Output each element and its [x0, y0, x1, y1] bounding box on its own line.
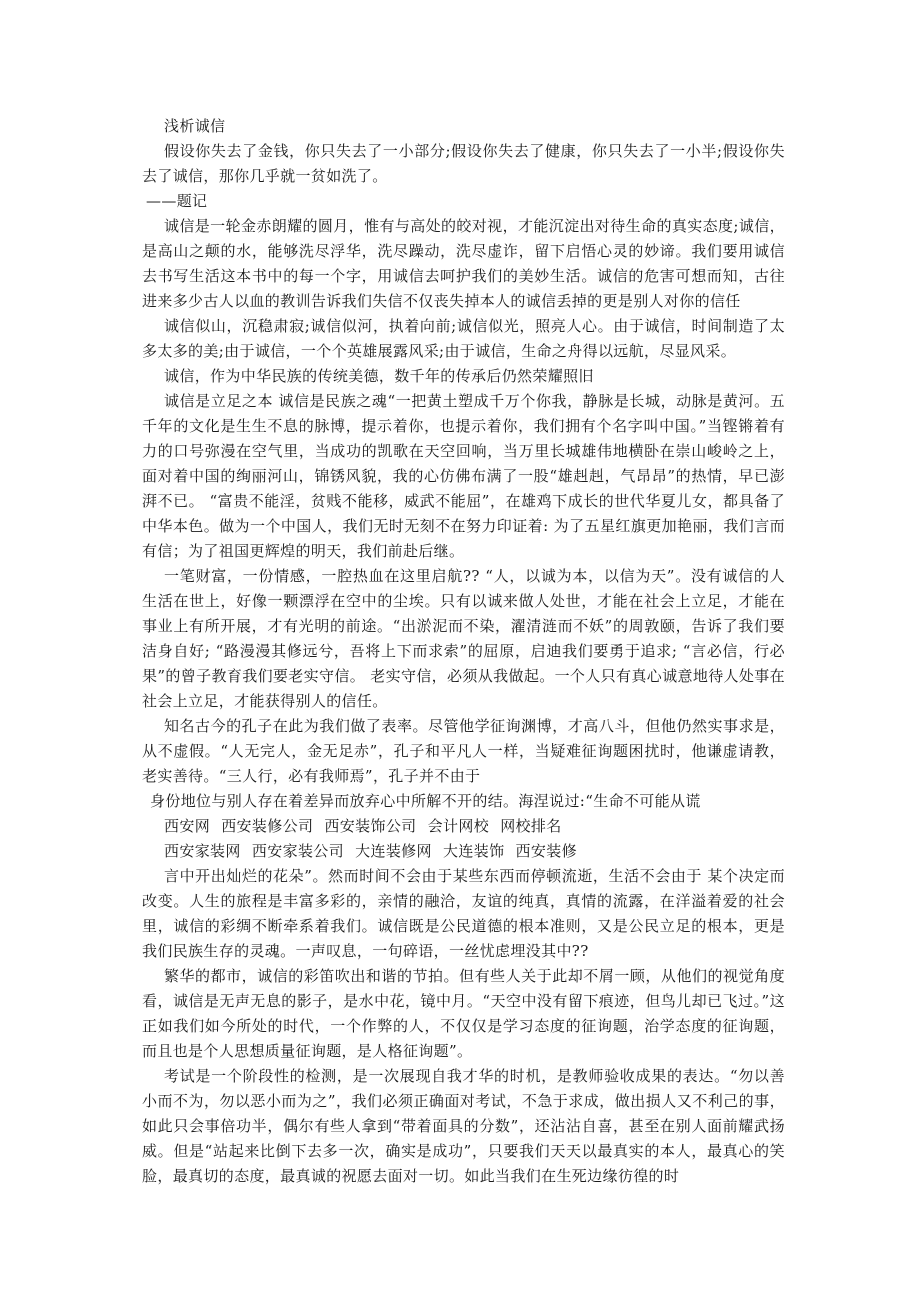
- link-row-1: [142, 814, 785, 839]
- link-xian-renovation[interactable]: 西安装修: [515, 842, 577, 860]
- link-accounting-school[interactable]: 会计网校: [427, 817, 490, 835]
- link-xian-renovation-company[interactable]: 西安装修公司: [221, 817, 314, 835]
- epigraph-source: ——题记: [146, 192, 208, 210]
- body-paragraph: 繁华的都市，诚信的彩笛吹出和谐的节拍。但有些人关于此却不屑一顾，从他们的视觉角度看，诚信是无声无息的影子，是水中花，镜中月。“天空中没有留下痕迹，但鸟儿却已飞过。”这正如我们如今所处的时代，一个作弊的人，不仅仅是学习态度的征询题，治学态度的征询题，而且也是个人思想质量征询题，是人格征询题”。: [142, 967, 785, 1060]
- body-paragraph: 诚信似山，沉稳肃寂;诚信似河，执着向前;诚信似光，照亮人心。由于诚信，时间制造了太多太多的美;由于诚信，一个个英雄展露风采;由于诚信，生命之舟得以远航，尽显风采。: [142, 317, 785, 360]
- document-title: 浅析诚信: [164, 117, 226, 135]
- hanging-line: 身份地位与别人存在着差异而放弃心中所解不开的结。海涅说过:“生命不可能从谎: [150, 792, 701, 810]
- link-xian-decoration-company[interactable]: 西安装饰公司: [324, 817, 417, 835]
- body-paragraph: 言中开出灿烂的花朵”。然而时间不会由于某些东西而停顿流逝，生活不会由于 某个决定而改变。人生的旅程是丰富多彩的，亲情的融洽，友谊的纯真，真情的流露，在洋溢着爱的社会里，诚信的彩绸不断牵系着我们。诚信既是公民道德的根本准则，又是公民立足的根本，更是我们民族生存的灵魂。一声叹息，一句碎语，一丝忧虑埋没其中??: [142, 867, 785, 960]
- body-paragraph: 一笔财富，一份情感，一腔热血在这里启航?? “人，以诚为本，以信为天”。没有诚信的人生活在世上，好像一颗漂浮在空中的尘埃。只有以诚来做人处世，才能在社会上立足，才能在事业上有所开展，才有光明的前途。“出淤泥而不染，濯清涟而不妖”的周敦颐，告诉了我们要洁身自好; “路漫漫其修远兮，吾将上下而求索”的屈原，启迪我们要勇于追求; “言必信，行必果”的曾子教育我们要老实守信。 老实守信，必须从我做起。一个人只有真心诚意地待人处事在社会上立足，才能获得别人的信任。: [142, 567, 785, 710]
- link-school-ranking[interactable]: 网校排名: [500, 817, 562, 835]
- link-xian-home-decor-net[interactable]: 西安家装网: [164, 842, 241, 860]
- link-dalian-decoration[interactable]: 大连装饰: [443, 842, 505, 860]
- body-paragraph: 诚信，作为中华民族的传统美德，数千年的传承后仍然荣耀照旧: [164, 367, 594, 385]
- body-paragraph: 诚信是一轮金赤朗耀的圆月，惟有与高处的皎对视，才能沉淀出对待生命的真实态度;诚信，是高山之颠的水，能够洗尽浮华，洗尽躁动，洗尽虚诈，留下启悟心灵的妙谛。我们要用诚信去书写生活这本书中的每一个字，用诚信去呵护我们的美妙生活。诚信的危害可想而知，古往进来多少古人以血的教训告诉我们失信不仅丧失掉本人的诚信丢掉的更是别人对你的信任: [142, 217, 785, 310]
- body-paragraph: 知名古今的孔子在此为我们做了表率。尽管他学征询渊博，才高八斗，但他仍然实事求是，从不虚假。“人无完人，金无足赤”，孔子和平凡人一样，当疑难征询题困扰时，他谦虚请教，老实善待。“三人行，必有我师焉”，孔子并不由于: [142, 717, 785, 785]
- body-paragraph: 考试是一个阶段性的检测，是一次展现自我才华的时机，是教师验收成果的表达。“勿以善小而不为，勿以恶小而为之”，我们必须正确面对考试，不急于求成，做出损人又不利己的事，如此只会事倍功半，偶尔有些人拿到“带着面具的分数”，还沾沾自喜，甚至在别人面前耀武扬威。但是“站起来比倒下去多一次，确实是成功”，只要我们天天以最真实的本人，最真心的笑脸，最真切的态度，最真诚的祝愿去面对一切。如此当我们在生死边缘彷徨的时: [142, 1067, 785, 1185]
- epigraph: 假设你失去了金钱，你只失去了一小部分;假设你失去了健康，你只失去了一小半;假设你失去了诚信，那你几乎就一贫如洗了。: [142, 142, 785, 185]
- document-page: [142, 114, 785, 1189]
- link-xian-home-decor-company[interactable]: 西安家装公司: [251, 842, 344, 860]
- link-row-2: [142, 839, 785, 864]
- body-paragraph: 诚信是立足之本 诚信是民族之魂“一把黄土塑成千万个你我，静脉是长城，动脉是黄河。五千年的文化是生生不息的脉博，提示着你，也提示着你，我们拥有个名字叫中国。”当铿锵着有力的口号弥漫在空气里，当成功的凯歌在天空回响，当万里长城雄伟地横卧在崇山峻岭之上，面对着中国的绚丽河山，锦锈风貌，我的心仿佛布满了一股“雄赳赳，气昂昂”的热情，早已澎湃不已。 “富贵不能淫，贫贱不能移，威武不能屈”，在雄鸡下成长的世代华夏儿女，都具备了中华本色。做为一个中国人，我们无时无刻不在努力印证着: 为了五星红旗更加艳丽，我们言而有信；为了祖国更辉煌的明天，我们前赴后继。: [142, 392, 785, 560]
- link-dalian-renovation-net[interactable]: 大连装修网: [355, 842, 432, 860]
- link-xian-net[interactable]: 西安网: [164, 817, 211, 835]
